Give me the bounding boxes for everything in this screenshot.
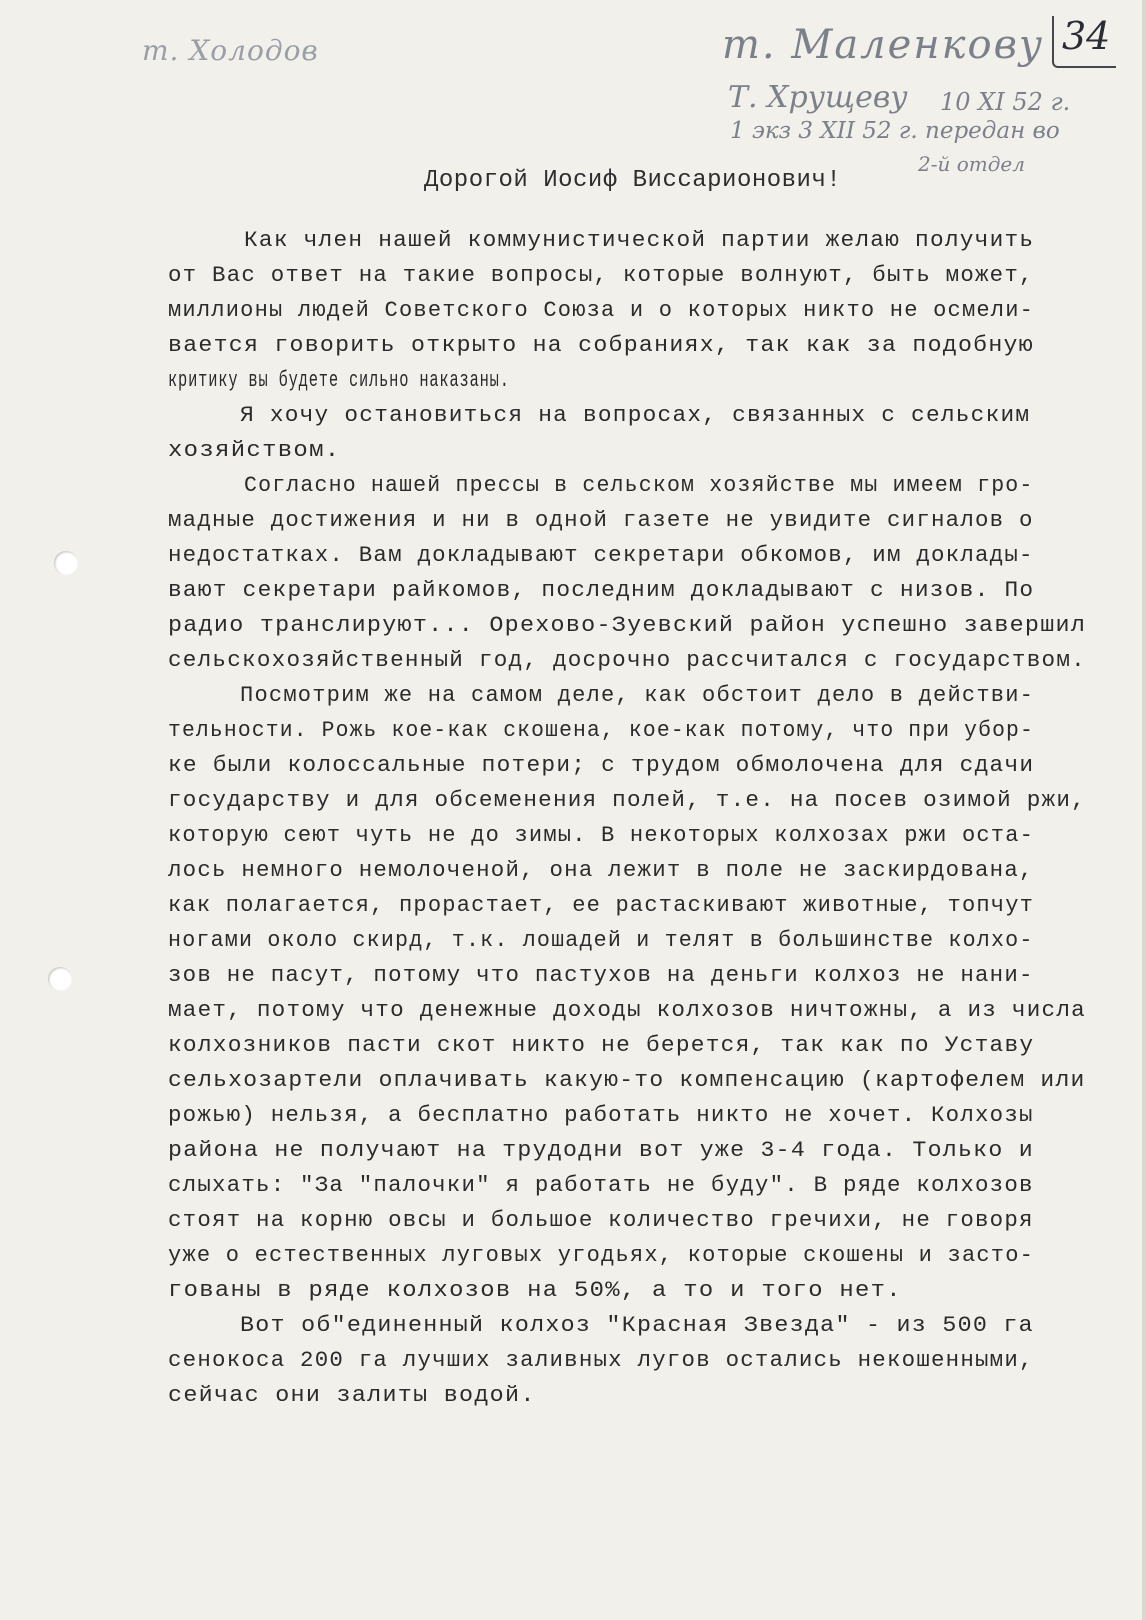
letter-line: слыхать: "За "палочки" я работать не буду". В ряде колхозов — [168, 1173, 1034, 1198]
letter-line: сенокоса 200 га лучших заливных лугов остались некошенными, — [168, 1348, 1034, 1373]
letter-line: района не получают на трудодни вот уже 3-4 года. Только и — [168, 1138, 1034, 1163]
letter-line: сельхозартели оплачивать какую-то компенсацию (картофелем или — [168, 1068, 1086, 1093]
letter-line: сельскохозяйственный год, досрочно рассчитался с государством. — [168, 648, 1086, 673]
letter-line: радио транслируют... Орехово-Зуевский район успешно завершил — [168, 613, 1087, 638]
letter-line: вают секретари райкомов, последним докладывают с низов. По — [168, 578, 1035, 603]
letter-line: стоят на корню овсы и большое количество гречихи, не говоря — [168, 1208, 1034, 1233]
letter-line: Посмотрим же на самом деле, как обстоит дело в действи- — [240, 683, 1035, 708]
letter-line: уже о естественных луговых угодьях, которые скошены и засто- — [168, 1243, 1035, 1268]
letter-salutation: Дорогой Иосиф Виссарионович! — [424, 167, 842, 194]
letter-line: миллионы людей Советского Союза и о которых никто не осмели- — [168, 298, 1035, 323]
letter-line: рожью) нельзя, а бесплатно работать никто не хочет. Колхозы — [168, 1103, 1034, 1128]
handwritten-note-department: 2-й отдел — [918, 152, 1025, 176]
letter-line: недостатках. Вам докладывают секретари обкомов, им доклады- — [168, 543, 1034, 568]
letter-line: вается говорить открыто на собраниях, так как за подобную — [168, 333, 1034, 358]
letter-line: как полагается, прорастает, ее растаскивают животные, топчут — [168, 893, 1035, 918]
letter-line: колхозников пасти скот никто не берется, так как по Уставу — [168, 1033, 1035, 1058]
letter-line: от Вас ответ на такие вопросы, которые волнуют, быть может, — [168, 263, 1034, 288]
letter-line: которую сеют чуть не до зимы. В некоторых колхозах ржи оста- — [168, 823, 1035, 848]
letter-line: сейчас они залиты водой. — [168, 1383, 536, 1408]
letter-line: Я хочу остановиться на вопросах, связанных с сельским — [240, 403, 1031, 428]
letter-line: ке были колоссальные потери; с трудом обмолочена для сдачи — [168, 753, 1035, 778]
letter-line: гованы в ряде колхозов на 50%, а то и того нет. — [168, 1278, 902, 1303]
letter-line: Согласно нашей прессы в сельском хозяйстве мы имеем гро- — [244, 473, 1034, 498]
letter-line: мает, потому что денежные доходы колхозов ничтожны, а из числа — [168, 998, 1086, 1023]
letter-line: мадные достижения и ни в одной газете не увидите сигналов о — [168, 508, 1034, 533]
page-number: 34 — [1062, 14, 1111, 58]
handwritten-note-addressee-2: Т. Хрущеву — [728, 80, 908, 115]
letter-line: зов не пасут, потому что пастухов на деньги колхоз не нани- — [168, 963, 1034, 988]
letter-line: лось немного немолоченой, она лежит в поле не заскирдована, — [168, 858, 1034, 883]
letter-line: Вот об"единенный колхоз "Красная Звезда" - из 500 га — [240, 1313, 1034, 1338]
handwritten-note-addressee-1: т. Маленкову — [722, 22, 1045, 68]
handwritten-note-transfer: 1 экз 3 XII 52 г. передан во — [730, 118, 1060, 144]
letter-line: ногами около скирд, т.к. лошадей и телят в большинстве колхо- — [168, 928, 1034, 953]
handwritten-note-top-left: т. Холодов — [142, 34, 319, 67]
letter-line: тельности. Рожь кое-как скошена, кое-как потому, что при убор- — [168, 718, 1034, 743]
letter-line: государству и для обсеменения полей, т.е. на посев озимой ржи, — [168, 788, 1086, 813]
handwritten-note-date: 10 XI 52 г. — [940, 88, 1071, 116]
letter-line: хозяйством. — [168, 438, 341, 463]
letter-line: Как член нашей коммунистической партии желаю получить — [244, 228, 1035, 253]
letter-line: критику вы будете сильно наказаны. — [168, 368, 510, 393]
